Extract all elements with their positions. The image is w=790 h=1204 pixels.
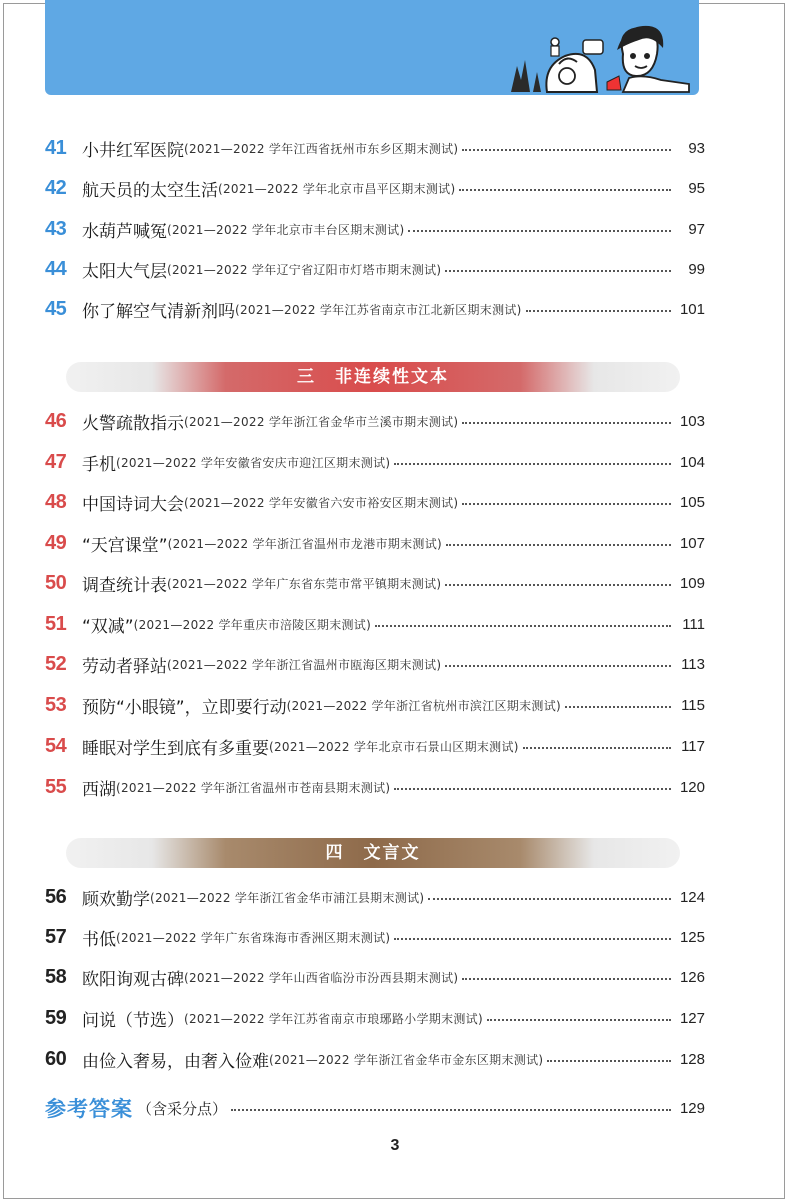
entry-page: 127 — [679, 1009, 705, 1027]
entry-page: 101 — [679, 300, 705, 318]
entry-page: 113 — [681, 655, 705, 673]
entry-number: 53 — [45, 693, 67, 716]
entry-number: 55 — [45, 775, 67, 798]
toc-entry-44[interactable] — [45, 251, 705, 287]
entry-title: “双减” — [82, 616, 134, 637]
entry-source: (2021—2022 学年浙江省金华市兰溪市期末测试) — [184, 414, 459, 429]
entry-number: 48 — [45, 490, 67, 513]
dot-leader — [462, 149, 671, 151]
entry-number: 54 — [45, 734, 67, 757]
entry-page: 125 — [679, 928, 705, 946]
entry-title: 西湖 — [82, 779, 116, 800]
entry-source: (2021—2022 学年北京市昌平区期末测试) — [218, 181, 456, 196]
entry-number: 58 — [45, 965, 67, 988]
entry-number: 42 — [45, 176, 67, 199]
dot-leader — [408, 230, 671, 232]
entry-number: 44 — [45, 257, 67, 280]
entry-page: 120 — [679, 778, 705, 796]
entry-source: (2021—2022 学年浙江省温州市瓯海区期末测试) — [167, 657, 442, 672]
toc-entry-46[interactable] — [45, 403, 705, 439]
entry-title: 太阳大气层 — [82, 261, 167, 282]
entry-page: 115 — [681, 696, 705, 714]
entry-page: 107 — [679, 534, 705, 552]
entry-page: 105 — [679, 493, 705, 511]
answers-title: 参考答案 — [45, 1097, 133, 1121]
section-header-4 — [66, 838, 680, 868]
entry-source: (2021—2022 学年江西省抚州市东乡区期末测试) — [184, 141, 459, 156]
entry-number: 57 — [45, 925, 67, 948]
entry-title: 火警疏散指示 — [82, 413, 184, 434]
entry-title: 由俭入奢易，由奢入俭难 — [82, 1051, 269, 1072]
entry-source: (2021—2022 学年江苏省南京市琅琊路小学期末测试) — [184, 1011, 483, 1026]
entry-source: (2021—2022 学年广东省珠海市香洲区期末测试) — [116, 930, 391, 945]
toc-entry-58[interactable] — [45, 959, 705, 995]
entry-page: 93 — [688, 139, 705, 157]
toc-entry-41[interactable] — [45, 130, 705, 166]
toc-entry-54[interactable] — [45, 728, 705, 764]
entry-number: 43 — [45, 217, 67, 240]
entry-number: 60 — [45, 1047, 67, 1070]
entry-title: 中国诗词大会 — [82, 494, 184, 515]
entry-title: 航天员的太空生活 — [82, 180, 218, 201]
entry-source: (2021—2022 学年浙江省温州市龙港市期末测试) — [167, 536, 442, 551]
toc-entry-answers[interactable] — [45, 1090, 705, 1126]
dot-leader — [446, 544, 671, 546]
dot-leader — [445, 584, 671, 586]
toc-entry-56[interactable] — [45, 879, 705, 915]
entry-number: 45 — [45, 297, 67, 320]
entry-source: (2021—2022 学年安徽省六安市裕安区期末测试) — [184, 495, 459, 510]
toc-entry-50[interactable] — [45, 565, 705, 601]
toc-entry-45[interactable] — [45, 291, 705, 327]
entry-number: 47 — [45, 450, 67, 473]
cartoon-children-reading-illustration — [503, 20, 693, 95]
page-number: 3 — [390, 1137, 400, 1154]
entry-page: 103 — [679, 412, 705, 430]
dot-leader — [526, 310, 671, 312]
entry-title: 小井红军医院 — [82, 140, 184, 161]
entry-number: 41 — [45, 136, 67, 159]
dot-leader — [462, 503, 671, 505]
entry-title: 问说（节选） — [82, 1010, 184, 1031]
entry-source: (2021—2022 学年安徽省安庆市迎江区期末测试) — [116, 455, 391, 470]
dot-leader — [231, 1109, 671, 1111]
entry-page: 117 — [681, 737, 705, 755]
entry-title: 你了解空气清新剂吗 — [82, 301, 235, 322]
entry-source: (2021—2022 学年山西省临汾市汾西县期末测试) — [184, 970, 459, 985]
toc-entry-49[interactable] — [45, 525, 705, 561]
section-header-3 — [66, 362, 680, 392]
dot-leader — [394, 938, 671, 940]
dot-leader — [445, 665, 671, 667]
entry-source: (2021—2022 学年浙江省杭州市滨江区期末测试) — [286, 698, 561, 713]
dot-leader — [459, 189, 671, 191]
entry-title: 手机 — [82, 454, 116, 475]
entry-page: 128 — [679, 1050, 705, 1068]
toc-entry-60[interactable] — [45, 1041, 705, 1077]
entry-number: 56 — [45, 885, 67, 908]
entry-page: 129 — [679, 1099, 705, 1117]
dot-leader — [523, 747, 671, 749]
entry-title: 预防“小眼镜”，立即要行动 — [82, 697, 287, 718]
toc-entry-47[interactable] — [45, 444, 705, 480]
dot-leader — [487, 1019, 671, 1021]
entry-page: 99 — [688, 260, 705, 278]
entry-number: 49 — [45, 531, 67, 554]
entry-page: 126 — [679, 968, 705, 986]
entry-number: 50 — [45, 571, 67, 594]
toc-entry-43[interactable] — [45, 211, 705, 247]
toc-entry-52[interactable] — [45, 646, 705, 682]
toc-entry-48[interactable] — [45, 484, 705, 520]
entry-source: (2021—2022 学年浙江省金华市金东区期末测试) — [269, 1052, 544, 1067]
toc-entry-59[interactable] — [45, 1000, 705, 1036]
dot-leader — [394, 788, 671, 790]
entry-source: (2021—2022 学年重庆市涪陵区期末测试) — [133, 617, 372, 632]
toc-entry-42[interactable] — [45, 170, 705, 206]
entry-title: 调查统计表 — [82, 575, 167, 596]
entry-title: 顾欢勤学 — [82, 889, 150, 910]
entry-number: 52 — [45, 652, 67, 675]
entry-source: (2021—2022 学年北京市丰台区期末测试) — [167, 222, 405, 237]
entry-title: 睡眠对学生到底有多重要 — [82, 738, 269, 759]
dot-leader — [565, 706, 671, 708]
entry-source: (2021—2022 学年浙江省金华市浦江县期末测试) — [150, 890, 425, 905]
entry-title: 欧阳询观古碑 — [82, 969, 184, 990]
entry-title: 水葫芦喊冤 — [82, 221, 167, 242]
entry-number: 59 — [45, 1006, 67, 1029]
entry-source: (2021—2022 学年广东省东莞市常平镇期末测试) — [167, 576, 442, 591]
entry-title: 书低 — [82, 929, 116, 950]
dot-leader — [375, 625, 671, 627]
toc-entry-55[interactable] — [45, 769, 705, 805]
entry-source: (2021—2022 学年浙江省温州市苍南县期末测试) — [116, 780, 391, 795]
section-title: 四 文言文 — [325, 843, 421, 863]
toc-entry-53[interactable] — [45, 687, 705, 723]
entry-number: 46 — [45, 409, 67, 432]
header-banner — [45, 0, 699, 95]
entry-page: 104 — [679, 453, 705, 471]
dot-leader — [445, 270, 671, 272]
dot-leader — [462, 978, 671, 980]
entry-page: 95 — [688, 179, 705, 197]
dot-leader — [547, 1060, 671, 1062]
entry-title: 劳动者驿站 — [82, 656, 167, 677]
entry-source: (2021—2022 学年北京市石景山区期末测试) — [269, 739, 519, 754]
dot-leader — [428, 898, 671, 900]
section-title: 三 非连续性文本 — [297, 367, 449, 387]
toc-entry-51[interactable] — [45, 606, 705, 642]
entry-source: (2021—2022 学年辽宁省辽阳市灯塔市期末测试) — [167, 262, 442, 277]
entry-page: 97 — [688, 220, 705, 238]
toc-entry-57[interactable] — [45, 919, 705, 955]
entry-number: 51 — [45, 612, 67, 635]
answers-subtitle: （含采分点） — [137, 1099, 228, 1118]
dot-leader — [394, 463, 671, 465]
entry-page: 124 — [679, 888, 705, 906]
entry-title: “天宫课堂” — [82, 535, 168, 556]
entry-page: 111 — [682, 615, 705, 633]
entry-source: (2021—2022 学年江苏省南京市江北新区期末测试) — [235, 302, 522, 317]
entry-page: 109 — [679, 574, 705, 592]
dot-leader — [462, 422, 671, 424]
